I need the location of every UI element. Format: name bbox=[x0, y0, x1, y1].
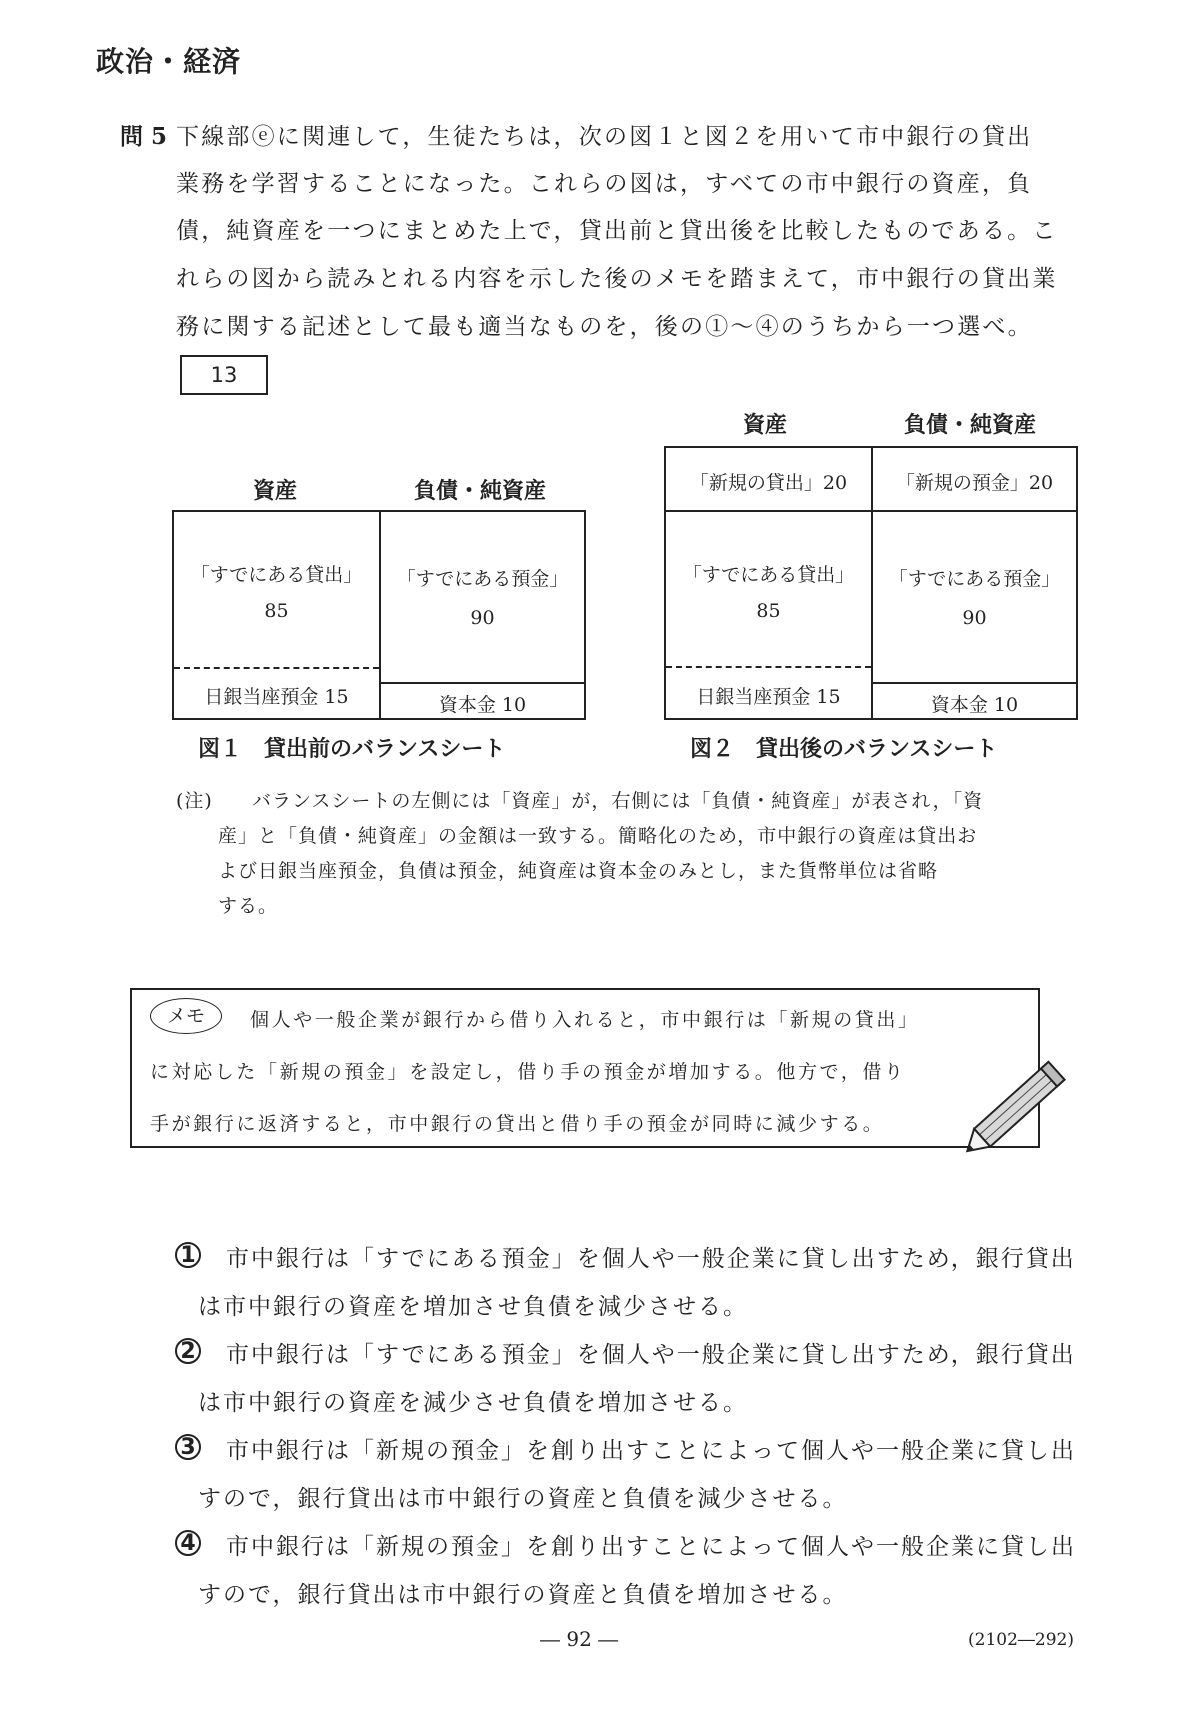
note-line: バランスシートの左側には「資産」が，右側には「負債・純資産」が表され，「資 bbox=[252, 790, 984, 812]
option-3-text[interactable]: 市中銀行は「新規の預金」を創り出すことによって個人や一般企業に貸し出 bbox=[226, 1438, 1076, 1464]
note-line: 産」と「負債・純資産」の金額は一致する。簡略化のため，市中銀行の資産は貸出お bbox=[218, 825, 978, 847]
fig2-existing-loans-value: 85 bbox=[756, 600, 781, 622]
option-2-text[interactable]: は市中銀行の資産を減少させ負債を増加させる。 bbox=[198, 1390, 748, 1416]
fig1-existing-loans-label: 「すでにある貸出」 bbox=[190, 564, 363, 586]
fig1-liabilities-header: 負債・純資産 bbox=[413, 479, 546, 504]
memo-line: 手が銀行に返済すると，市中銀行の貸出と借り手の預金が同時に減少する。 bbox=[150, 1113, 885, 1135]
note-line: する。 bbox=[218, 895, 279, 917]
fig2-liabilities-header: 負債・純資産 bbox=[903, 413, 1036, 438]
fig1-capital: 資本金 10 bbox=[438, 694, 527, 716]
fig2-existing-deposits-value: 90 bbox=[962, 607, 987, 629]
fig1-existing-deposits-label: 「すでにある預金」 bbox=[396, 568, 569, 590]
note-label: (注) bbox=[176, 790, 213, 812]
answer-number-box: 13 bbox=[180, 355, 268, 395]
fig2-boj-deposits: 日銀当座預金 15 bbox=[696, 686, 841, 708]
fig2-new-loans: 「新規の貸出」20 bbox=[689, 472, 848, 494]
question-line: 務に関する記述として最も適当なものを，後の①～④のうちから一つ選べ。 bbox=[176, 314, 1033, 340]
question-label: 問 5 bbox=[120, 123, 168, 150]
note-line: よび日銀当座預金，負債は預金，純資産は資本金のみとし，また貨幣単位は省略 bbox=[218, 860, 939, 882]
fig2-balance-sheet bbox=[664, 446, 1078, 720]
section-title: 政治・経済 bbox=[96, 45, 242, 78]
question-line: 業務を学習することになった。これらの図は，すべての市中銀行の資産，負 bbox=[176, 171, 1033, 197]
fig1-existing-deposits-value: 90 bbox=[470, 607, 495, 629]
fig2-capital: 資本金 10 bbox=[930, 694, 1019, 716]
fig2-new-deposits: 「新規の預金」20 bbox=[895, 472, 1054, 494]
option-2-text[interactable]: 市中銀行は「すでにある預金」を個人や一般企業に貸し出すため，銀行貸出 bbox=[226, 1342, 1076, 1368]
question-line: れらの図から読みとれる内容を示した後のメモを踏まえて，市中銀行の貸出業 bbox=[176, 266, 1058, 292]
option-1-number[interactable]: 1 bbox=[175, 1242, 201, 1268]
fig1-assets-header: 資産 bbox=[252, 479, 297, 504]
fig2-existing-deposits-label: 「すでにある預金」 bbox=[888, 568, 1061, 590]
option-4-text[interactable]: すので，銀行貸出は市中銀行の資産と負債を増加させる。 bbox=[198, 1582, 848, 1608]
option-4-text[interactable]: 市中銀行は「新規の預金」を創り出すことによって個人や一般企業に貸し出 bbox=[226, 1534, 1076, 1560]
fig2-assets-header: 資産 bbox=[742, 413, 787, 438]
memo-line: 個人や一般企業が銀行から借り入れると，市中銀行は「新規の貸出」 bbox=[250, 1009, 920, 1031]
fig1-boj-deposits: 日銀当座預金 15 bbox=[204, 686, 349, 708]
option-3-number[interactable]: 3 bbox=[175, 1434, 201, 1460]
question-line: 債，純資産を一つにまとめた上で，貸出前と貸出後を比較したものである。こ bbox=[176, 218, 1058, 244]
question-line: 下線部ⓔに関連して，生徒たちは，次の図１と図２を用いて市中銀行の貸出 bbox=[176, 124, 1033, 150]
option-4-number[interactable]: 4 bbox=[175, 1530, 201, 1556]
fig1-balance-sheet bbox=[172, 510, 586, 720]
page-code: (2102―292) bbox=[968, 1630, 1074, 1650]
memo-tag: メモ bbox=[150, 998, 222, 1034]
option-2-number[interactable]: 2 bbox=[175, 1338, 201, 1364]
option-1-text[interactable]: は市中銀行の資産を増加させ負債を減少させる。 bbox=[198, 1294, 748, 1320]
page-number: ― 92 ― bbox=[540, 1627, 619, 1651]
option-1-text[interactable]: 市中銀行は「すでにある預金」を個人や一般企業に貸し出すため，銀行貸出 bbox=[226, 1246, 1076, 1272]
fig2-caption: 図２ 貸出後のバランスシート bbox=[690, 737, 998, 762]
fig2-existing-loans-label: 「すでにある貸出」 bbox=[682, 564, 855, 586]
fig1-caption: 図１ 貸出前のバランスシート bbox=[198, 737, 506, 762]
pencil-icon bbox=[950, 1040, 1090, 1170]
memo-line: に対応した「新規の預金」を設定し，借り手の預金が増加する。他方で，借り bbox=[150, 1061, 906, 1083]
fig1-existing-loans-value: 85 bbox=[264, 600, 289, 622]
option-3-text[interactable]: すので，銀行貸出は市中銀行の資産と負債を減少させる。 bbox=[198, 1486, 848, 1512]
